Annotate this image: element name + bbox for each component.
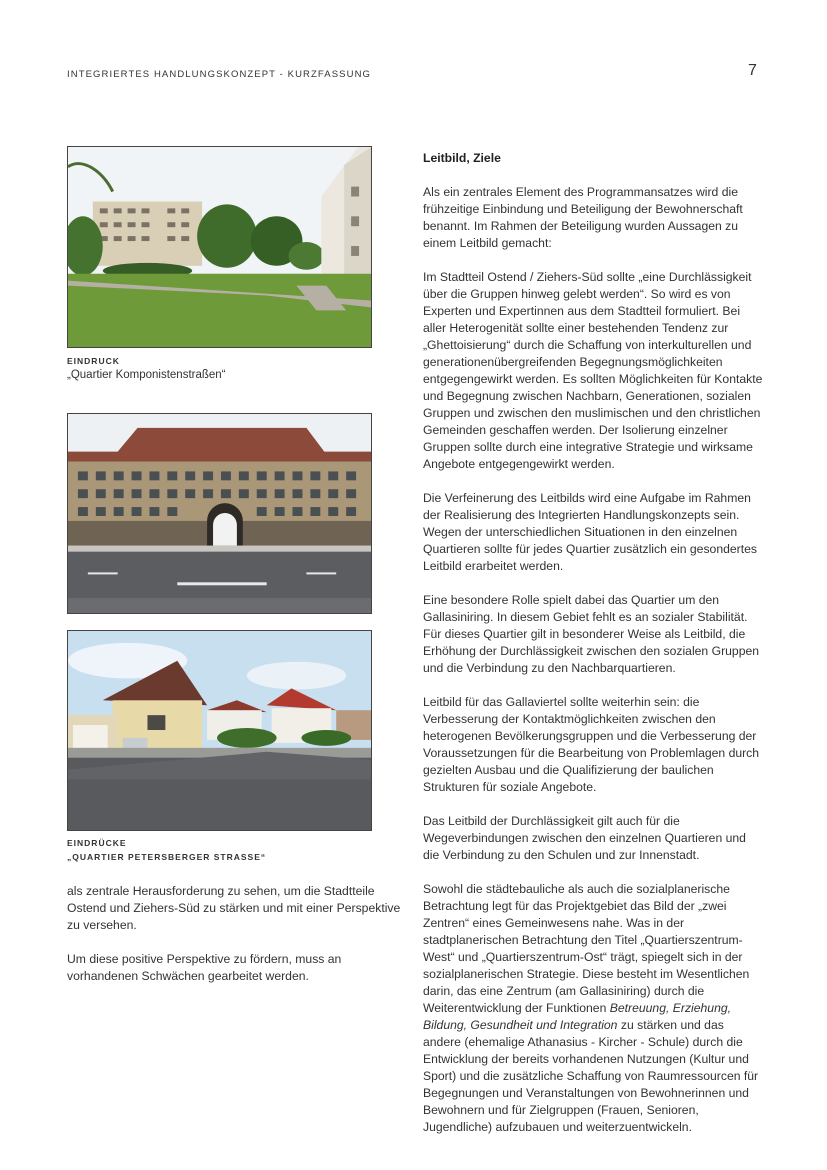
right-column <box>423 150 763 1136</box>
figure-1-caption-head: EINDRUCK <box>67 356 120 366</box>
right-paragraph-7-part-b: zu stärken und das andere (ehemalige Athanasius - Kircher - Schule) durch die Entwicklung der bereits vorhandenen Nutzungen (Kultur und Sport) und die zusätzliche Schaffung von Raumressourcen für Begegnungen und Veranstaltungen von Bewohnerinnen und Bewohnern und für Zielgruppen (Frauen, Senioren, Jugendliche) aufzubauen und weiterzuentwickeln. <box>423 1018 759 1134</box>
running-title: INTEGRIERTES HANDLUNGSKONZEPT - KURZFASSUNG <box>67 69 372 80</box>
right-paragraph-7-part-a: Sowohl die städtebauliche als auch die sozialplanerische Betrachtung legt für das Projektgebiet das Bild der „zwei Zentren“ eines Gemeinwesens nahe. Was in der stadtplanerischen Betrachtung den Titel „Quartierszentrum-West“ und „Quartierszentrum-Ost“ trägt, spiegelt sich in der sozialplanerischen Strategie. Diese besteht im Wesentlichen darin, das eine Zentrum (am Gallasiniring) durch die Weiterentwicklung der Funktionen <box>423 882 750 1015</box>
right-paragraph-5: Leitbild für das Gallaviertel sollte weiterhin sein: die Verbesserung der Kontaktmöglichkeiten zwischen den heterogenen Bevölkerungsgruppen und die Verbesserung der Voraussetzungen für die Bearbeitung von Problemlagen durch gezielten Ausbau und die Qualifizierung der baulichen Strukturen für soziale Angebote. <box>423 695 760 794</box>
right-paragraph-2: Im Stadtteil Ostend / Ziehers-Süd sollte „eine Durchlässigkeit über die Gruppen hinweg gelebt werden“. So wird es von Experten und Expertinnen aus dem Stadtteil formuliert. Bei aller Heterogenität sollte einer bestehenden Tendenz zur „Ghettoisierung“ durch die Schaffung von interkulturellen und generationenübergreifenden Begegnungsmöglichkeiten entgegengewirkt werden. Es sollten Möglichkeiten für Kontakte und Begegnung zwischen Nachbarn, Generationen, sozialen Gruppen und zwischen den muslimischen und den christlichen Gemeinden geschaffen werden. Der Isolierung einzelner Gruppen sollte durch eine integrative Strategie und wirksame Angebote entgegengewirkt werden. <box>423 270 763 471</box>
right-paragraph-1: Als ein zentrales Element des Programmansatzes wird die frühzeitige Einbindung und Beteiligung der Bewohnerschaft benannt. Im Rahmen der Beteiligung wurden Aussagen zu einem Leitbild gemacht: <box>423 185 743 250</box>
right-paragraph-4: Eine besondere Rolle spielt dabei das Quartier um den Gallasiniring. In diesem Gebiet fehlt es an sozialer Stabilität. Für dieses Quartier gilt in besonderer Weise als Leitbild, die Erhöhung der Durchlässigkeit zwischen den sozialen Gruppen und die Verbindung zu den Nachbarquartieren. <box>423 593 760 675</box>
right-paragraph-7-italic: Betreuung, Erziehung, Bildung, Gesundheit und Integration <box>423 1001 732 1032</box>
photo-komponistenstrassen <box>67 146 372 348</box>
right-paragraph-7 <box>423 881 763 1136</box>
figure-1-caption-sub: „Quartier Komponistenstraßen“ <box>67 369 226 381</box>
figure-2-caption-head: EINDRÜCKE <box>67 838 127 848</box>
left-paragraph-1: als zentrale Herausforderung zu sehen, um die Stadtteile Ostend und Ziehers-Süd zu stärken und mit einer Perspektive zu versehen. <box>67 884 401 932</box>
figure-2-caption-sub: „QUARTIER PETERSBERGER STRASSE“ <box>67 852 267 862</box>
section-heading: Leitbild, Ziele <box>423 151 501 165</box>
right-paragraph-3: Die Verfeinerung des Leitbilds wird eine Aufgabe im Rahmen der Realisierung des Integrierten Handlungskonzepts sein. Wegen der unterschiedlichen Situationen in den einzelnen Quartieren sollte für jedes Quartier zusätzlich ein gesondertes Leitbild erarbeitet werden. <box>423 491 757 573</box>
left-paragraph-2: Um diese positive Perspektive zu fördern, muss an vorhandenen Schwächen gearbeitet werden. <box>67 952 342 983</box>
page-number: 7 <box>748 62 757 79</box>
photo-petersberger-houses <box>67 630 372 831</box>
left-body-text <box>67 883 407 1002</box>
photo-petersberger-building <box>67 413 372 614</box>
right-paragraph-6: Das Leitbild der Durchlässigkeit gilt auch für die Wegeverbindungen zwischen den einzelnen Quartieren und die Verbindung zu den Schulen und zur Innenstadt. <box>423 814 746 862</box>
